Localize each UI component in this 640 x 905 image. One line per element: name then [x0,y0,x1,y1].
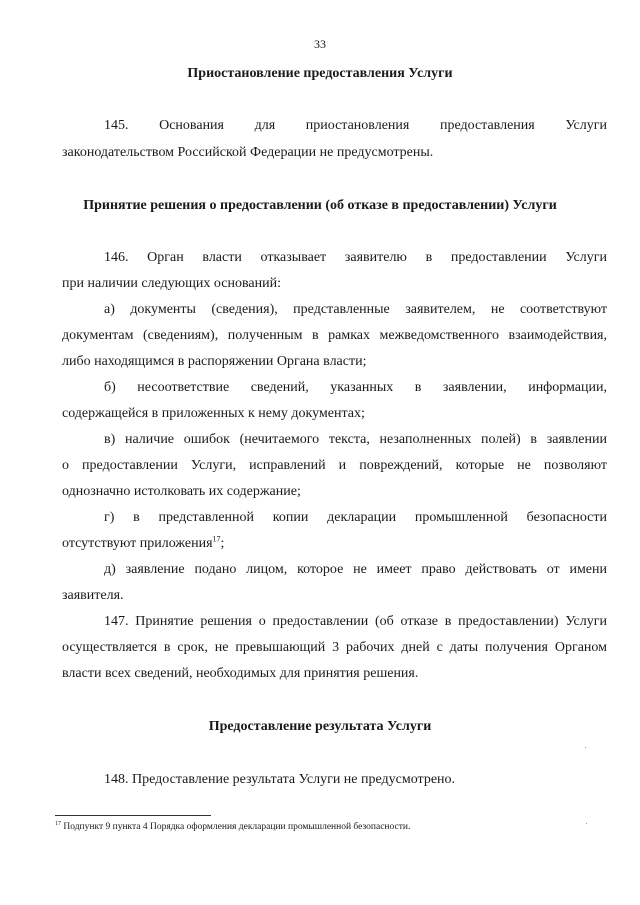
item-v-line-3: однозначно истолковать их содержание; [62,484,301,499]
heading-decision: Принятие решения о предоставлении (об отказе в предоставлении) Услуги [83,198,557,213]
item-a-line-2: документам (сведениям), полученным в рамках межведомственного взаимодействия, [62,328,607,343]
footnote-number: 17 [55,820,61,827]
paragraph-145-line-1: 145. Основания для приостановления предоставления Услуги [104,118,607,133]
heading-suspension: Приостановление предоставления Услуги [187,66,453,81]
paragraph-148-line-1: 148. Предоставление результата Услуги не предусмотрено. [104,772,456,787]
item-v-line-2: о предоставлении Услуги, исправлений и повреждений, которые не позволяют [62,458,607,473]
item-g-line-2-end: ; [220,536,225,551]
item-a-line-1: а) документы (сведения), представленные заявителем, не соответствуют [104,302,607,317]
paragraph-146-line-1: 146. Орган власти отказывает заявителю в предоставлении Услуги [104,250,607,265]
footnote-text: Подпункт 9 пункта 4 Порядка оформления декларации промышленной безопасности. [61,822,411,832]
paragraph-147-line-2: осуществляется в срок, не превышающий 3 рабочих дней с даты получения Органом [62,640,607,655]
paragraph-147-line-1: 147. Принятие решения о предоставлении (об отказе в предоставлении) Услуги [104,614,607,629]
item-g-line-2-text: отсутствуют приложения [62,536,213,551]
footnote-separator [55,815,211,816]
paragraph-145-line-2: законодательством Российской Федерации не предусмотрены. [62,145,434,160]
paragraph-147-line-3: власти всех сведений, необходимых для принятия решения. [62,666,419,681]
item-g-line-1: г) в представленной копии декларации промышленной безопасности [104,510,607,525]
item-b-line-1: б) несоответствие сведений, указанных в заявлении, информации, [104,380,607,395]
footnote [55,822,410,832]
item-v-line-1: в) наличие ошибок (нечитаемого текста, незаполненных полей) в заявлении [104,432,607,447]
paragraph-146-line-2: при наличии следующих оснований: [62,276,281,291]
heading-result: Предоставление результата Услуги [208,719,432,734]
page-number: 33 [314,37,326,51]
item-a-line-3: либо находящимся в распоряжении Органа власти; [62,354,367,369]
scan-speck [586,823,587,824]
scan-speck [585,747,586,748]
footnote-ref-17: 17 [212,534,221,544]
item-g-line-2 [62,535,607,553]
item-b-line-2: содержащейся в приложенных к нему документах; [62,406,365,421]
item-d-line-2: заявителя. [62,588,124,603]
item-d-line-1: д) заявление подано лицом, которое не имеет право действовать от имени [104,562,607,577]
